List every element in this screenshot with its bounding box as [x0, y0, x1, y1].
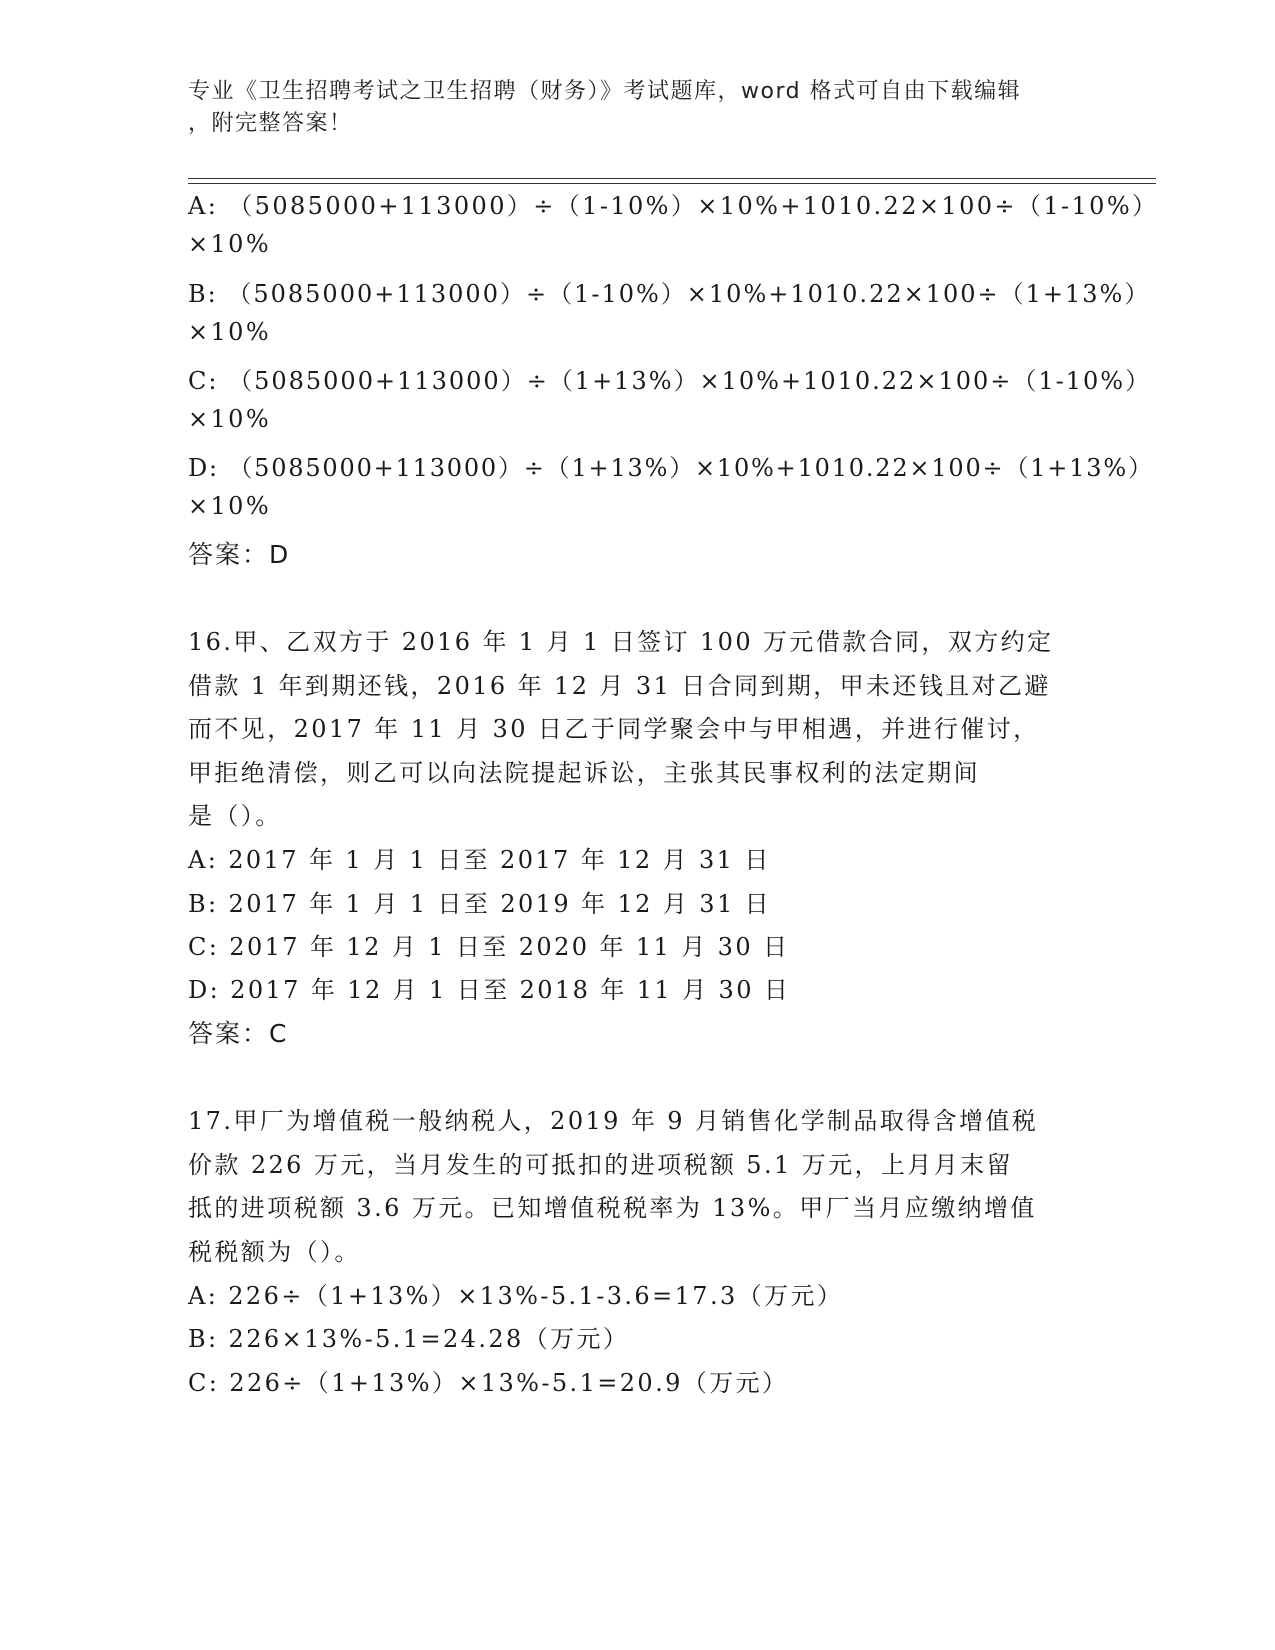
q15-option-a-line-1: A: （5085000+113000）÷（1-10%）×10%+1010.22×100÷（1-10%）: [188, 192, 1159, 220]
q16-option-b: B: 2017 年 1 月 1 日至 2019 年 12 月 31 日: [188, 890, 772, 918]
document-header: [188, 76, 1068, 140]
q16-stem-line-3: 而不见，2017 年 11 月 30 日乙于同学聚会中与甲相遇，并进行催讨，: [188, 715, 1040, 743]
q15-option-b-line-1: B: （5085000+113000）÷（1-10%）×10%+1010.22×100÷（1+13%）: [188, 280, 1151, 308]
q15-option-c-line-2: ×10%: [188, 405, 272, 433]
q17-option-c: C: 226÷（1+13%）×13%-5.1=20.9（万元）: [188, 1369, 789, 1397]
header-title-line-2: ，附完整答案！: [188, 111, 353, 136]
q15-option-b-line-2: ×10%: [188, 318, 272, 346]
q15-option-c-line-1: C: （5085000+113000）÷（1+13%）×10%+1010.22×100÷（1-10%）: [188, 367, 1152, 395]
q16-stem-line-4: 甲拒绝清偿，则乙可以向法院提起诉讼，主张其民事权利的法定期间: [188, 759, 980, 787]
q16-stem-line-1: 16.甲、乙双方于 2016 年 1 月 1 日签订 100 万元借款合同，双方约定: [188, 628, 1054, 656]
header-divider-bottom: [188, 183, 1156, 184]
q17-stem-line-1: 17.甲厂为增值税一般纳税人，2019 年 9 月销售化学制品取得含增值税: [188, 1107, 1039, 1135]
q15-option-a-line-2: ×10%: [188, 230, 272, 258]
header-title-line-1: 专业《卫生招聘考试之卫生招聘（财务）》考试题库，word 格式可自由下载编辑: [188, 79, 1022, 104]
q15-option-d-line-2: ×10%: [188, 492, 272, 520]
q15-option-d-line-1: D: （5085000+113000）÷（1+13%）×10%+1010.22×100÷（1+13%）: [188, 454, 1154, 482]
q16-stem-line-5: 是（）。: [188, 802, 282, 830]
q16-answer: 答案：C: [188, 1019, 289, 1048]
q15-answer: 答案：D: [188, 540, 291, 569]
q17-stem-line-4: 税税额为（）。: [188, 1238, 361, 1266]
q17-option-a: A: 226÷（1+13%）×13%-5.1-3.6=17.3（万元）: [188, 1282, 844, 1310]
q16-option-d: D: 2017 年 12 月 1 日至 2018 年 11 月 30 日: [188, 976, 791, 1004]
q16-option-a: A: 2017 年 1 月 1 日至 2017 年 12 月 31 日: [188, 846, 771, 874]
q17-stem-line-2: 价款 226 万元，当月发生的可抵扣的进项税额 5.1 万元，上月月末留: [188, 1151, 1013, 1179]
q17-stem-line-3: 抵的进项税额 3.6 万元。已知增值税税率为 13%。甲厂当月应缴纳增值: [188, 1194, 1037, 1222]
q16-stem-line-2: 借款 1 年到期还钱，2016 年 12 月 31 日合同到期，甲未还钱且对乙避: [188, 672, 1051, 700]
q16-option-c: C: 2017 年 12 月 1 日至 2020 年 11 月 30 日: [188, 933, 790, 961]
q17-option-b: B: 226×13%-5.1=24.28（万元）: [188, 1325, 630, 1353]
header-divider-top: [188, 178, 1156, 179]
